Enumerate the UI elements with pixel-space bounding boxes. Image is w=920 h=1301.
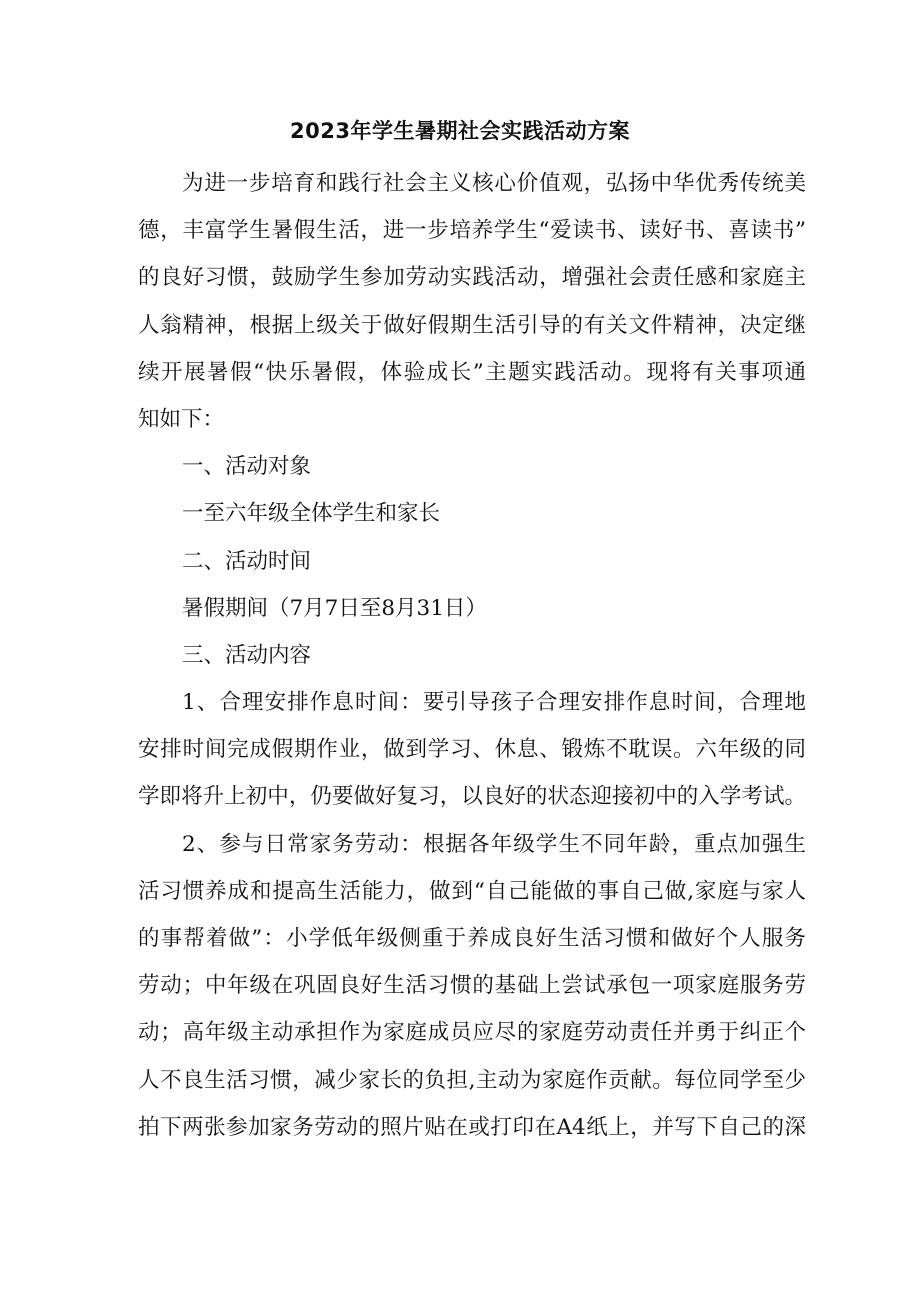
- body-text-line: 拍下两张参加家务劳动的照片贴在或打印在A4纸上，并写下自己的深: [138, 1114, 806, 1140]
- body-text-line: 学即将升上初中，仍要做好复习，以良好的状态迎接初中的入学考试。: [138, 784, 806, 810]
- document-body: [138, 160, 806, 1151]
- body-text-line: 安排时间完成假期作业，做到学习、休息、锻炼不耽误。六年级的同: [138, 737, 806, 763]
- body-text-line: 暑假期间（7月7日至8月31日）: [182, 595, 487, 621]
- body-text-line: 二、活动时间: [182, 548, 312, 574]
- body-text-line: 劳动；中年级在巩固良好生活习惯的基础上尝试承包一项家庭服务劳: [138, 973, 806, 999]
- body-text-line: 一、活动对象: [182, 454, 312, 480]
- body-text-line: 续开展暑假“快乐暑假，体验成长”主题实践活动。现将有关事项通: [138, 359, 806, 385]
- body-text-line: 人翁精神，根据上级关于做好假期生活引导的有关文件精神，决定继: [138, 312, 806, 338]
- document-title: 2023年学生暑期社会实践活动方案: [290, 119, 630, 143]
- body-text-line: 1、合理安排作息时间：要引导孩子合理安排作息时间，合理地: [182, 690, 806, 716]
- body-text-line: 知如下：: [138, 406, 225, 432]
- body-text-line: 的事帮着做”：小学低年级侧重于养成良好生活习惯和做好个人服务: [138, 926, 806, 951]
- body-text-line: 2、参与日常家务劳动：根据各年级学生不同年龄，重点加强生: [182, 831, 806, 857]
- body-text-line: 活习惯养成和提高生活能力，做到“自己能做的事自己做,家庭与家人: [138, 878, 806, 904]
- body-text-line: 动；高年级主动承担作为家庭成员应尽的家庭劳动责任并勇于纠正个: [138, 1020, 806, 1046]
- body-text-line: 一至六年级全体学生和家长: [182, 501, 441, 527]
- body-text-line: 三、活动内容: [182, 642, 312, 668]
- body-text-line: 的良好习惯，鼓励学生参加劳动实践活动，增强社会责任感和家庭主: [138, 265, 806, 291]
- body-text-line: 为进一步培育和践行社会主义核心价值观，弘扬中华优秀传统美: [182, 171, 806, 196]
- body-text-line: 人不良生活习惯，减少家长的负担,主动为家庭作贡献。每位同学至少: [138, 1067, 806, 1093]
- body-text-line: 德，丰富学生暑假生活，进一步培养学生“爱读书、读好书、喜读书”: [138, 218, 806, 244]
